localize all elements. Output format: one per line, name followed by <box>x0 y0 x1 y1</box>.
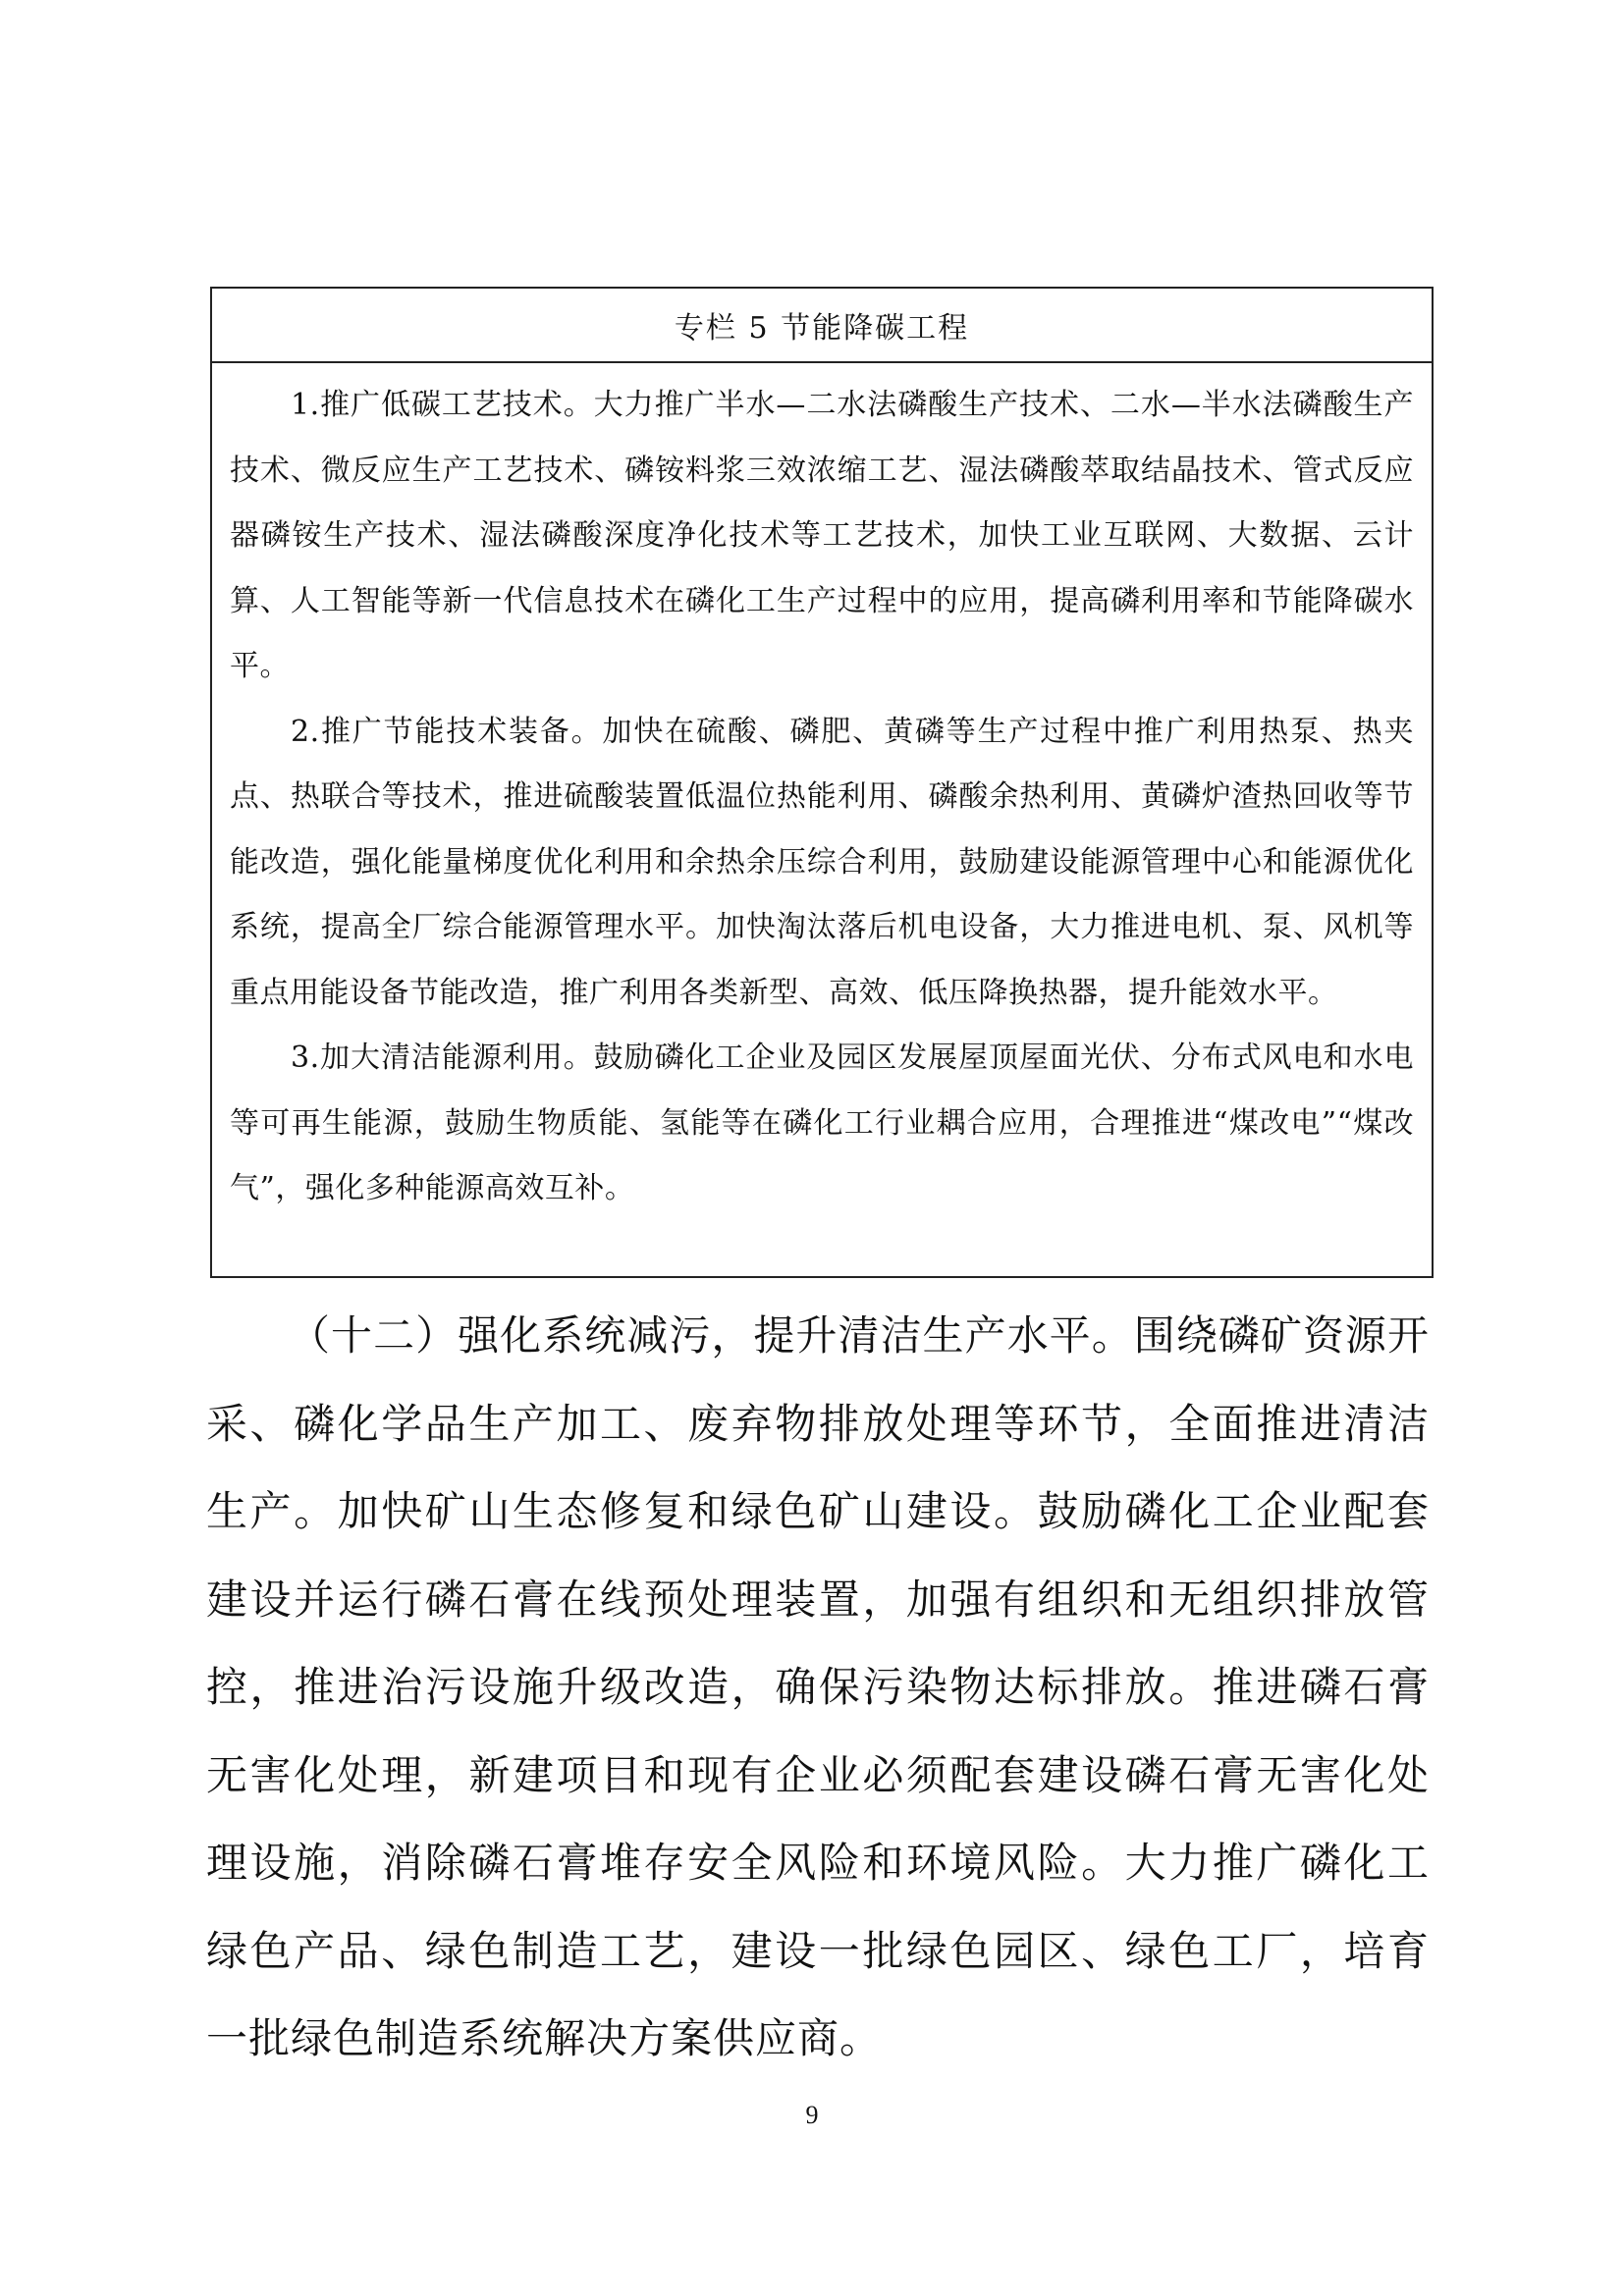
page-number: 9 <box>805 2101 819 2129</box>
section-body: 围绕磷矿资源开采、磷化学品生产加工、废弃物排放处理等环节，全面推进清洁生产。加快矿山生态修复和绿色矿山建设。鼓励磷化工企业配套建设并运行磷石膏在线预处理装置，加强有组织和无组织排放管控，推进治污设施升级改造，确保污染物达标排放。推进磷石膏无害化处理，新建项目和现有企业必须配套建设磷石膏无害化处理设施，消除磷石膏堆存安全风险和环境风险。大力推广磷化工绿色产品、绿色制造工艺，建设一批绿色园区、绿色工厂，培育一批绿色制造系统解决方案供应商。 <box>206 1311 1430 2062</box>
section-heading: （十二）强化系统减污，提升清洁生产水平。 <box>289 1311 1134 1360</box>
column-paragraph-1: 1.推广低碳工艺技术。大力推广半水—二水法磷酸生产技术、二水—半水法磷酸生产技术、微反应生产工艺技术、磷铵料浆三效浓缩工艺、湿法磷酸萃取结晶技术、管式反应器磷铵生产技术、湿法磷酸深度净化技术等工艺技术，加快工业互联网、大数据、云计算、人工智能等新一代信息技术在磷化工生产过程中的应用，提高磷利用率和节能降碳水平。 <box>230 388 1414 683</box>
column-paragraph-2: 2.推广节能技术装备。加快在硫酸、磷肥、黄磷等生产过程中推广利用热泵、热夹点、热联合等技术，推进硫酸装置低温位热能利用、磷酸余热利用、黄磷炉渣热回收等节能改造，强化能量梯度优化利用和余热余压综合利用，鼓励建设能源管理中心和能源优化系统，提高全厂综合能源管理水平。加快淘汰落后机电设备，大力推进电机、泵、风机等重点用能设备节能改造，推广利用各类新型、高效、低压降换热器，提升能效水平。 <box>230 714 1414 1010</box>
column-paragraph-3: 3.加大清洁能源利用。鼓励磷化工企业及园区发展屋顶屋面光伏、分布式风电和水电等可再生能源，鼓励生物质能、氢能等在磷化工行业耦合应用，合理推进“煤改电”“煤改气”，强化多种能源高效互补。 <box>230 1041 1414 1205</box>
column-title: 专栏 5 节能降碳工程 <box>212 289 1432 363</box>
main-paragraph <box>206 1292 1430 2083</box>
column-box <box>210 287 1434 1278</box>
column-body <box>212 363 1432 1222</box>
